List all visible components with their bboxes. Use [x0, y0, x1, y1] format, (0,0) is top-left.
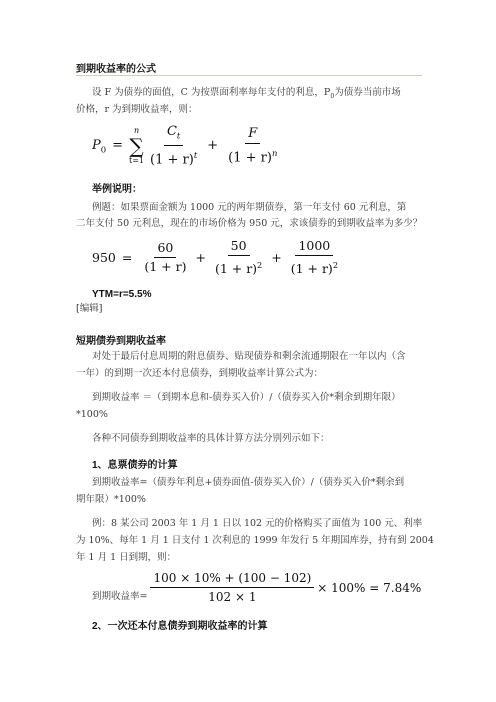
plus-sign: + — [271, 250, 282, 266]
formula-lhs: P — [92, 137, 101, 153]
summation — [129, 126, 144, 166]
denominator-2-exp: 2 — [257, 260, 263, 270]
formula-ytm — [92, 124, 283, 168]
example-line2: 二年支付 50 元利息，现在的市场价格为 950 元，求该债券的到期收益率为多少？ — [76, 218, 423, 229]
section-title-short-term: 短期债券到期收益率 — [76, 336, 166, 347]
subsection-title-coupon: 1、息票债券的计算 — [92, 460, 178, 471]
coupon-formula-line2: 期年限）*100% — [76, 494, 146, 505]
denominator-calc: 102 × 1 — [208, 590, 257, 604]
denominator-2-exp: n — [271, 147, 278, 158]
denominator-2: (1 + r) — [214, 261, 258, 277]
fraction-face — [225, 126, 280, 166]
formula-coupon-result — [92, 570, 421, 605]
numerator-c: C — [166, 124, 177, 139]
subsection-title-lump-sum: 2、一次还本付息债券到期收益率的计算 — [92, 621, 268, 632]
edit-link[interactable]: [编辑] — [76, 303, 103, 314]
numerator-c-sub: t — [176, 130, 181, 141]
denominator-1: (1 + r) — [144, 259, 187, 275]
short-term-formula-line2: *100% — [76, 409, 108, 420]
formula-label: 到期收益率= — [92, 591, 148, 602]
result-tail: × 100% = 7.84% — [317, 580, 422, 595]
fraction-coupon-calc — [150, 570, 314, 605]
short-term-para-line1: 对处于最后付息周期的附息债券、贴现债券和剩余流通期限在一年以内（含 — [92, 351, 406, 362]
plus-sign: + — [195, 250, 206, 266]
denominator-3: (1 + r) — [290, 261, 333, 277]
numerator-50: 50 — [228, 238, 250, 256]
coupon-example-line1: 例：8 某公司 2003 年 1 月 1 日以 102 元的价格购买了面值为 100 元、利率 — [92, 518, 423, 529]
fraction-year1 — [141, 240, 189, 275]
denominator-2: (1 + r) — [228, 150, 272, 166]
section-title: 到期收益率的公式 — [76, 64, 156, 75]
numerator-1000: 1000 — [295, 238, 333, 256]
fraction-year2 — [212, 238, 265, 277]
sum-symbol: ∑ — [129, 133, 144, 158]
sum-upper-limit: n — [133, 125, 140, 135]
fraction-coupon — [147, 124, 200, 168]
coupon-example-line3: 年 1 月 1 日到期，则： — [76, 552, 177, 563]
numerator-f: F — [248, 125, 258, 141]
coupon-example-line2: 为 10%、每年 1 月 1 日支付 1 次利息的 1999 年发行 5 年期国库券，持有到 2004 — [76, 535, 434, 546]
short-term-para-line2: 一年）的到期一次还本付息债券，到期收益率计算公式为： — [76, 368, 324, 379]
denominator-1-exp: t — [193, 149, 198, 160]
coupon-formula-line1: 到期收益率=（债券年利息+债券面值-债券买入价）/（债券买入价*剩余到 — [92, 477, 405, 488]
intro-subscript: 0 — [330, 92, 335, 100]
short-term-formula-line1: 到期收益率 ＝（到期本息和-债券买入价）/（债券买入价*剩余到期年限） — [92, 392, 401, 403]
equals-sign: = — [112, 138, 124, 154]
title-divider — [76, 75, 422, 76]
equals-sign: = — [121, 250, 133, 266]
ytm-result: YTM=r=5.5% — [92, 289, 152, 300]
numerator-calc: 100 × 10% + (100 − 102) — [150, 570, 314, 588]
fraction-principal — [288, 238, 341, 277]
intro-text: 设 F 为债券的面值，C 为按票面利率每年支付的利息，P — [92, 87, 331, 98]
numerator-60: 60 — [154, 240, 176, 258]
intro-paragraph-line2: 价格，r 为到期收益率，则： — [76, 104, 198, 115]
example-line1: 例题：如果票面金额为 1000 元的两年期债券，第一年支付 60 元利息，第 — [92, 202, 407, 213]
plus-sign: + — [207, 138, 219, 154]
denominator-3-exp: 2 — [332, 260, 338, 270]
sum-lower-limit: t=1 — [129, 155, 145, 165]
price-value: 950 — [92, 250, 116, 266]
denominator-1: (1 + r) — [150, 151, 194, 167]
formula-example — [92, 238, 344, 277]
intro-text-end: 为债券当前市场 — [334, 87, 401, 98]
formula-lhs-sub: 0 — [100, 144, 107, 155]
example-heading: 举例说明： — [92, 184, 142, 195]
methods-intro: 各种不同债券到期收益率的具体计算方法分别列示如下： — [92, 433, 330, 444]
